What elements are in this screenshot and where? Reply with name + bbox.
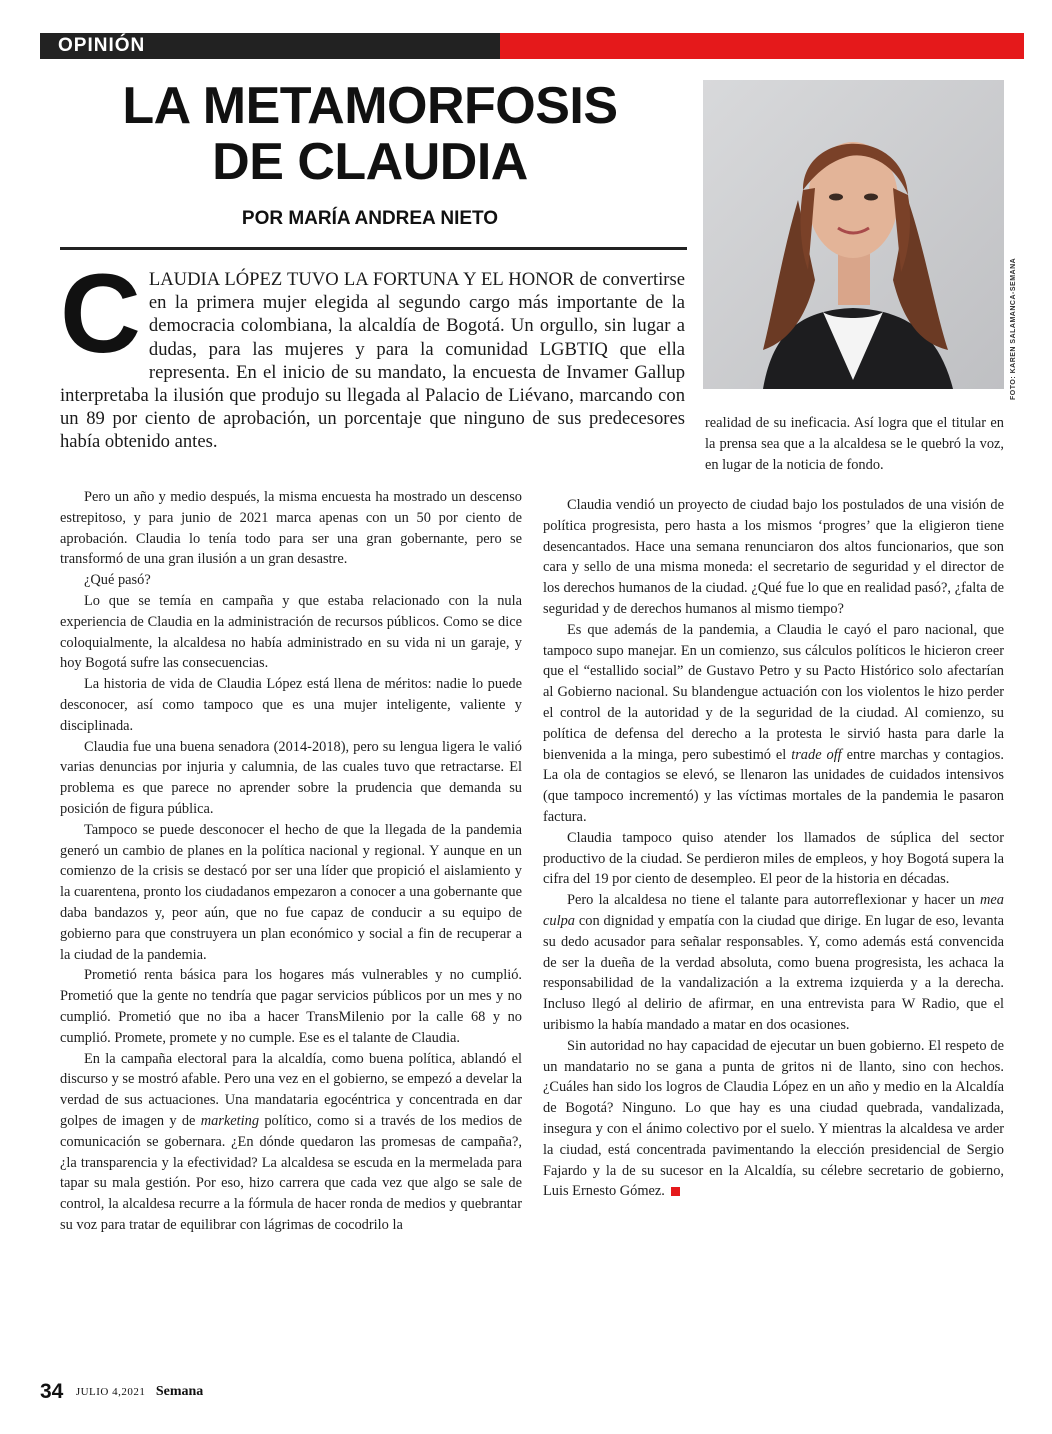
paragraph: La historia de vida de Claudia López está llena de méritos: nadie lo puede desconocer, así como tampoco que es una mujer inteligente, valiente y disciplinada. (60, 676, 522, 734)
paragraph: Es que además de la pandemia, a Claudia le cayó el paro nacional, que tampoco supo manejar. En un comienzo, sus cálculos políticos le hicieron creer que el “estallido social” de Gustavo Petro y su Pacto Histórico solo afectarían al Gobierno nacional. Su blandengue actuación con los violentos le hizo perder el control de la autoridad y de la seguridad de la ciudad. Al comienzo, su política de defensa del derecho a la protesta le sirvió hasta para darle la bienvenida a la minga, pero subestimó el trade off entre marchas y contagios. La ola de contagios se elevó, se llenaron las unidades de cuidados intensivos (que tampoco incrementó) y las víctimas mortales de la pandemia le pasaron factura. (543, 621, 1004, 825)
photo-credit: FOTO: KAREN SALAMANCA-SEMANA (1010, 257, 1017, 400)
headline-line-2: DE CLAUDIA (212, 133, 528, 191)
author-photo (703, 80, 1004, 389)
magazine-name: Semana (155, 1384, 204, 1399)
lead-text: de convertirse en la primera mujer elegida al segundo cargo más importante de la democracia colombiana, la alcaldía de Bogotá. Un orgullo, sin lugar a dudas, para las mujeres y para la comunidad LGBTIQ que ella representa. En el inicio de su mandato, la encuesta de Invamer Gallup interpretaba la ilusión que produjo su llegada al Palacio de Liévano, marcando con un 89 por ciento de aprobación, un porcentaje que ninguno de sus predecesores había obtenido antes. (60, 269, 685, 453)
paragraph: En la campaña electoral para la alcaldía, como buena política, ablandó el discurso y se mostró afable. Pero una vez en el gobierno, se empezó a develar la verdad de sus actuaciones. Una mandataria egocéntrica y concentrada en dar golpes de imagen y de marketing político, como si a través de los medios de comunicación se gobernara. ¿En dónde quedaron las promesas de campaña?, ¿la transparencia y la efectividad? La alcaldesa se escuda en la mermelada para tapar su mala gestión. Por eso, hizo carrera que cada vez que algo se sale de control, la alcaldesa recurre a la fórmula de hacer ronda de medios y quebrantar su voz para tratar de equilibrar con lágrimas de cocodrilo la (60, 1050, 522, 1233)
paragraph: Prometió renta básica para los hogares más vulnerables y no cumplió. Prometió que la gente no tendría que pagar servicios públicos por un mes y no cumplió. Prometió que no iba a hacer TransMilenio por la calle 68 y no cumplió. Promete, promete y no cumple. Ese es el talante de Claudia. (60, 967, 522, 1046)
issue-date: JULIO 4,2021 (75, 1386, 146, 1398)
paragraph: Claudia tampoco quiso atender los llamados de súplica del sector productivo de la ciudad. Se perdieron miles de empleos, y hoy Bogotá supera la cifra del 19 por ciento de desempleo. El peor de la historia en décadas. (543, 829, 1004, 888)
page-footer (40, 1380, 203, 1404)
paragraph: realidad de su ineficacia. Así logra que el titular en la prensa sea que a la alcaldesa se le quebró la voz, en lugar de la noticia de fondo. (705, 415, 1004, 473)
headline-rule (60, 247, 687, 250)
page-number: 34 (40, 1380, 64, 1403)
paragraph: Lo que se temía en campaña y que estaba relacionado con la nula experiencia de Claudia en la administración de recursos públicos. Como se dice coloquialmente, la alcaldesa no había administrado en su vida ni un garaje, y hoy Bogotá sufre las consecuencias. (60, 592, 522, 672)
lead-caps: LAUDIA LÓPEZ TUVO LA FORTUNA Y EL HONOR (148, 269, 575, 290)
lead-paragraph (60, 251, 685, 454)
paragraph: Pero la alcaldesa no tiene el talante para autorreflexionar y hacer un mea culpa con dignidad y empatía con la ciudad que dirige. En lugar de eso, levanta su dedo acusador para señalar responsables. Y, como además está convencida de ser la dueña de la verdad absoluta, como buena progresista, les achaca la responsabilidad de la vandalización a la extrema izquierda y a la derecha. Incluso llegó al delirio de afirmar, en una entrevista para W Radio, que el uribismo la había mandado a matar en dos ocasiones. (543, 892, 1004, 1033)
headline (60, 78, 680, 190)
column-1 (60, 487, 522, 1236)
section-bar-red (500, 33, 1024, 59)
paragraph: Claudia vendió un proyecto de ciudad bajo los postulados de una visión de política progresista, pero hasta a los mismos ‘progres’ que la eligieron tiene desencantados. Hace una semana renunciaron dos altos funcionarios, que son cara y sello de una misma moneda: el secretario de seguridad y el director de los derechos humanos de la ciudad. ¿Qué fue lo que en realidad pasó?, ¿falta de seguridad y de derechos humanos al mismo tiempo? (543, 497, 1004, 617)
paragraph: ¿Qué pasó? (84, 572, 151, 589)
portrait-illustration (703, 80, 1004, 389)
end-mark-icon (671, 1187, 680, 1196)
section-label: OPINIÓN (58, 35, 146, 56)
byline: POR MARÍA ANDREA NIETO (241, 208, 499, 229)
column-2-top (705, 413, 1004, 475)
paragraph: Pero un año y medio después, la misma encuesta ha mostrado un descenso estrepitoso, y para junio de 2021 marca apenas con un 50 por ciento de aprobación. Claudia lo tenía todo para ser una gran gobernante, pero se transformó de una gran ilusión a un gran desastre. (60, 489, 522, 568)
section-bar (40, 33, 1024, 59)
paragraph: Claudia fue una buena senadora (2014-2018), pero su lengua ligera le valió varias denuncias por injuria y calumnia, de las cuales tuvo que retractarse. El problema es que parece no aprender sobre la prudencia que demanda su posición de figura pública. (60, 738, 522, 817)
drop-cap: C (60, 251, 141, 376)
headline-line-1: LA METAMORFOSIS (122, 77, 618, 135)
paragraph: Tampoco se puede desconocer el hecho de que la llegada de la pandemia generó un cambio de planes en la política nacional y regional. Y aunque en un comienzo de la crisis se destacó por ser una líder que propició el aislamiento y la cuarentena, pronto los ciudadanos empezaron a conocer a una gobernante que daba bandazos y, peor aún, que no fue capaz de conducir a su equipo de gobierno para que construyera un plan económico y social a fin de recuperar a la ciudad de la pandemia. (60, 821, 522, 963)
paragraph: Sin autoridad no hay capacidad de ejecutar un buen gobierno. El respeto de un mandatario no se gana a punta de gritos ni de llanto, sino con hechos. ¿Cuáles han sido los logros de Claudia López en un año y medio en la Alcaldía de Bogotá? Ninguno. Lo que hay es una ciudad quebrada, vandalizada, insegura y con el ánimo colectivo por el suelo. Y mientras la alcaldesa ve arder la ciudad, está concentrada pavimentando la elección presidencial de Sergio Fajardo y la de su sucesor en la Alcaldía, su célebre secretario de gobierno, Luis Ernesto Gómez. (543, 1037, 1004, 1200)
column-2 (543, 495, 1004, 1202)
